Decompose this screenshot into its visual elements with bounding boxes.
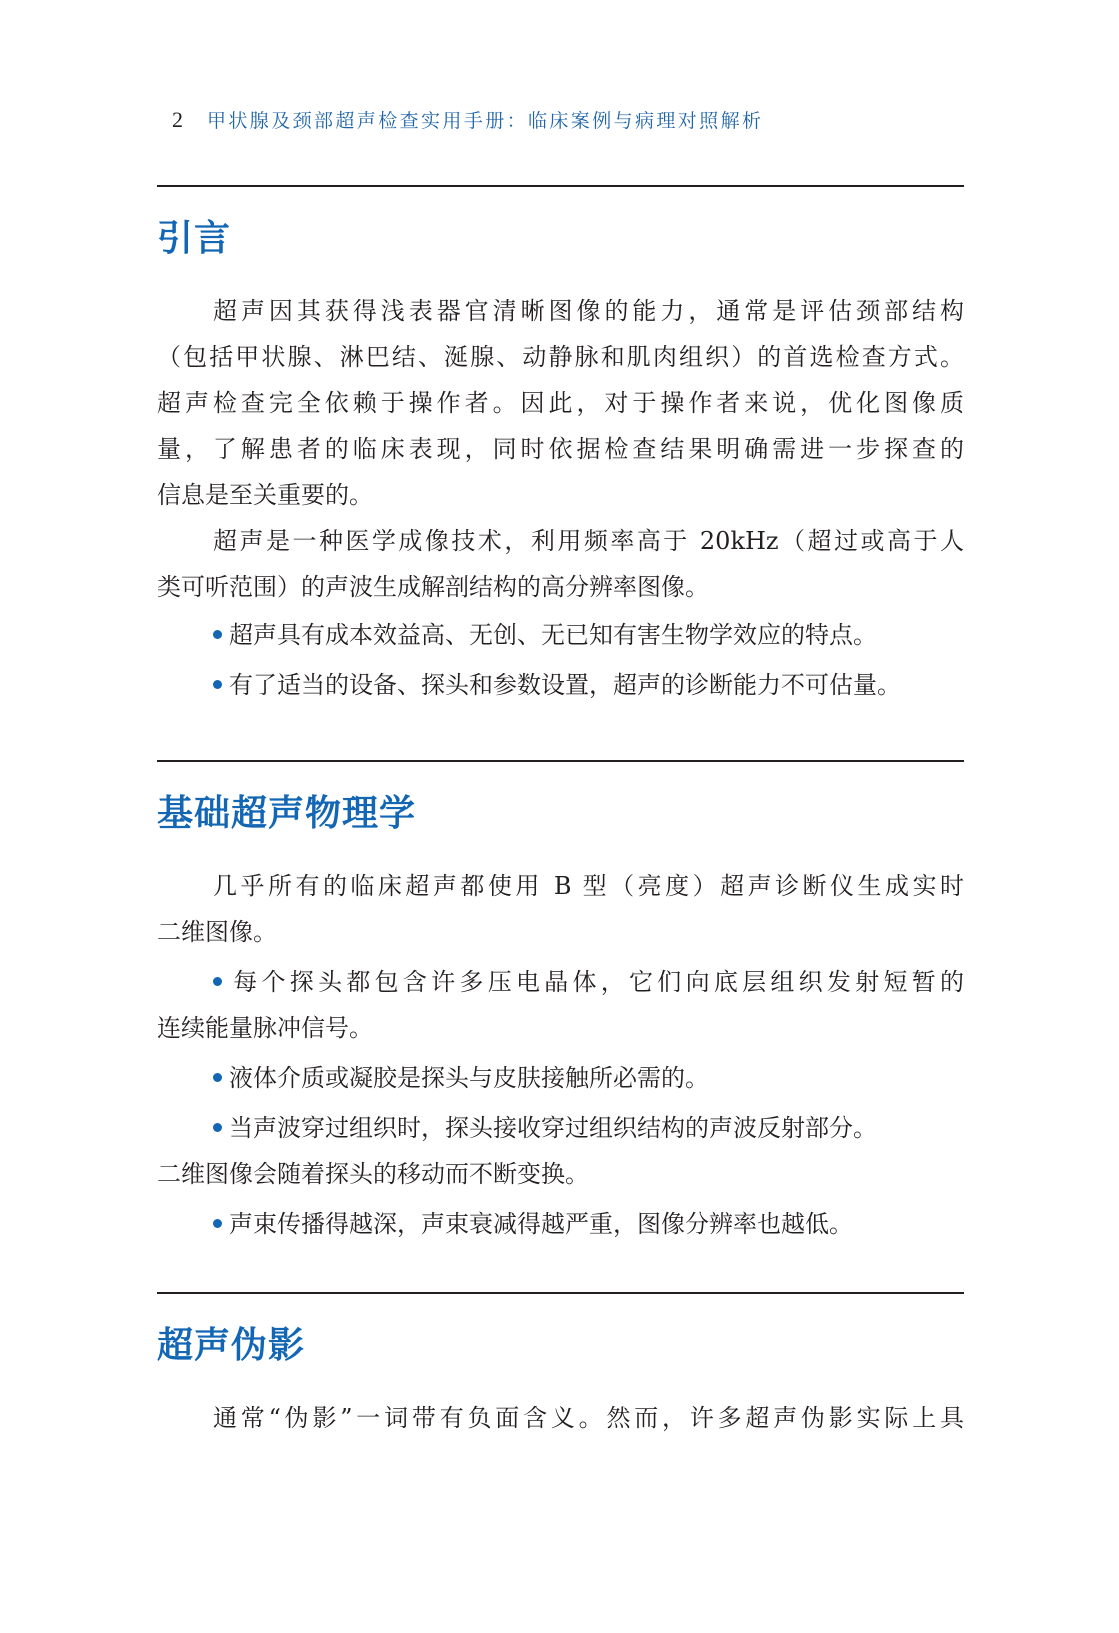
paragraph-line: 通常“伪影”一词带有负面含义。然而，许多超声伪影实际上具 [213, 1404, 964, 1432]
paragraph-line: 超声检查完全依赖于操作者。因此，对于操作者来说，优化图像质 [157, 389, 964, 417]
list-item [157, 662, 964, 708]
bullet-icon [213, 630, 222, 639]
paragraph-line: 类可听范围）的声波生成解剖结构的高分辨率图像。 [157, 573, 709, 601]
section-ultrasound-artifacts-body [157, 1395, 964, 1441]
list-item-continuation: 二维图像会随着探头的移动而不断变换。 [157, 1160, 589, 1188]
bullet-icon [213, 680, 222, 689]
section-ultrasound-physics-body [157, 863, 964, 1247]
list-item [157, 1105, 964, 1151]
section-divider [157, 185, 964, 187]
bullet-icon [213, 977, 222, 986]
section-title-ultrasound-physics: 基础超声物理学 [157, 793, 417, 834]
list-item-text: 当声波穿过组织时，探头接收穿过组织结构的声波反射部分。 [229, 1114, 877, 1142]
list-item [157, 959, 964, 1005]
list-item-text: 液体介质或凝胶是探头与皮肤接触所必需的。 [229, 1064, 709, 1092]
book-title: 甲状腺及颈部超声检查实用手册：临床案例与病理对照解析 [207, 110, 764, 132]
list-item-continuation: 连续能量脉冲信号。 [157, 1014, 373, 1042]
list-item-text: 声束传播得越深，声束衰减得越严重，图像分辨率也越低。 [229, 1210, 853, 1238]
paragraph-line: 信息是至关重要的。 [157, 481, 373, 509]
page-number: 2 [172, 107, 183, 132]
bullet-icon [213, 1123, 222, 1132]
paragraph-line: 二维图像。 [157, 918, 277, 946]
list-item-text: 超声具有成本效益高、无创、无已知有害生物学效应的特点。 [229, 621, 877, 649]
paragraph-line: 超声因其获得浅表器官清晰图像的能力，通常是评估颈部结构 [213, 297, 964, 325]
paragraph-line: （包括甲状腺、淋巴结、涎腺、动静脉和肌肉组织）的首选检查方式。 [157, 343, 964, 371]
paragraph-line: 几乎所有的临床超声都使用 B 型（亮度）超声诊断仪生成实时 [213, 872, 964, 900]
section-divider [157, 760, 964, 762]
bullet-icon [213, 1219, 222, 1228]
section-introduction-body [157, 288, 964, 708]
list-item-text: 有了适当的设备、探头和参数设置，超声的诊断能力不可估量。 [229, 671, 901, 699]
list-item [157, 612, 964, 658]
list-item-text: 每个探头都包含许多压电晶体，它们向底层组织发射短暂的 [229, 968, 964, 996]
running-head [172, 106, 763, 136]
section-divider [157, 1292, 964, 1294]
list-item [157, 1055, 964, 1101]
bullet-icon [213, 1073, 222, 1082]
section-title-ultrasound-artifacts: 超声伪影 [157, 1325, 306, 1366]
section-title-introduction: 引言 [157, 218, 232, 259]
paragraph-line: 量，了解患者的临床表现，同时依据检查结果明确需进一步探查的 [157, 435, 964, 463]
paragraph-line: 超声是一种医学成像技术，利用频率高于 20kHz（超过或高于人 [213, 527, 964, 555]
list-item [157, 1201, 964, 1247]
